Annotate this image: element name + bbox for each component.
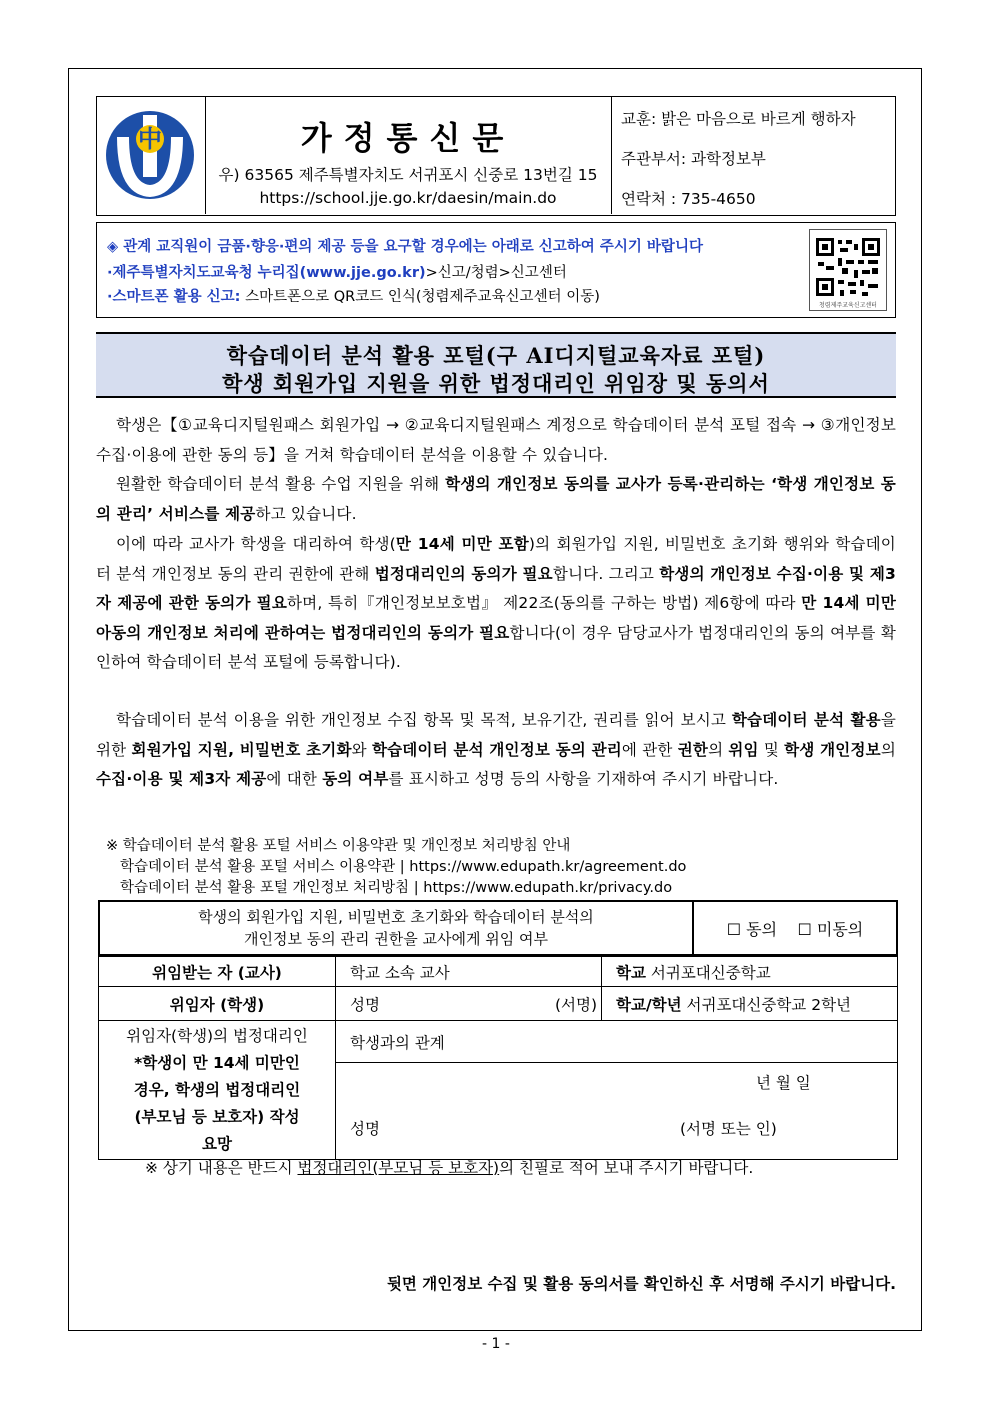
smartphone-report-label: ·스마트폰 활용 신고: [107, 289, 241, 305]
guardian-sign-label: (서명 또는 인) [680, 1120, 777, 1139]
department: 주관부서: 과학정보부 [621, 150, 766, 168]
consent-options [693, 901, 897, 955]
report-notice: ◈ 관계 교직원이 금품·향응·편의 제공 등을 요구할 경우에는 아래로 신고하여 주시기 바랍니다 [107, 239, 703, 255]
contact: 연락처 : 735-4650 [621, 190, 756, 208]
terms-link[interactable]: 학습데이터 분석 활용 포털 서비스 이용약관 | https://www.edupath.kr/agreement.do [120, 859, 687, 875]
guardian-label-cell [99, 1021, 336, 1160]
handwriting-note: ※ 상기 내용은 반드시 법정대리인(부모님 등 보호자)의 친필로 적어 보내 주시기 바랍니다. [145, 1159, 754, 1177]
delegation-form-table [98, 956, 898, 1160]
guardian-label: 위임자(학생)의 법정대리인 [126, 1027, 308, 1045]
paragraph-2: 원활한 학습데이터 분석 활용 수업 지원을 위해 학생의 개인정보 동의를 교사가 등록·관리하는 ‘학생 개인정보 동의 관리’ 서비스를 제공하고 있습니다. [96, 475, 896, 523]
closing-message: 뒷면 개인정보 수집 및 활용 동의서를 확인하신 후 서명해 주시기 바랍니다. [386, 1275, 896, 1293]
document-title-line2: 학생 회원가입 지원을 위한 법정대리인 위임장 및 동의서 [222, 371, 770, 396]
grade-field: 학교/학년 서귀포대신중학교 2학년 [602, 987, 898, 1021]
guardian-sign-area[interactable] [336, 1063, 898, 1160]
school-field: 학교 서귀포대신중학교 [602, 957, 898, 987]
agree-checkbox[interactable]: ☐ 동의 [726, 919, 778, 939]
school-logo [97, 97, 206, 214]
guardian-name-label: 성명 [350, 1120, 380, 1139]
delegatee-label: 위임받는 자 (교사) [99, 957, 336, 987]
school-website: https://school.jje.go.kr/daesin/main.do [259, 189, 557, 207]
guardian-note: *학생이 만 14세 미만인 경우, 학생의 법정대리인(부모님 등 보호자) 작성 요망 [133, 1054, 301, 1153]
paragraph-1-text: 학생은【①교육디지털원패스 회원가입 → ②교육디지털원패스 계정으로 학습데이터 분석 포털 접속 → ③개인정보 수집·이용에 관한 동의 등】을 거쳐 학습데이터 분석을 이용할 수 있습니다. [96, 416, 896, 464]
policy-note-title: ※ 학습데이터 분석 활용 포털 서비스 이용약관 및 개인정보 처리방침 안내 [106, 838, 571, 854]
report-site-path: >신고/청렴>신고센터 [425, 265, 567, 281]
school-address: 우) 63565 제주특별자치도 서귀포시 신중로 13번길 15 [218, 166, 598, 184]
logo-glyph: 中 [138, 124, 162, 153]
disagree-checkbox[interactable]: ☐ 미동의 [797, 919, 864, 939]
relation-field[interactable]: 학생과의 관계 [336, 1021, 898, 1063]
paragraph-1 [96, 411, 896, 470]
smartphone-report-text: 스마트폰으로 QR코드 인식(청렴제주교육신고센터 이동) [240, 289, 600, 305]
qr-caption: 청렴제주교육신고센터 [819, 302, 877, 309]
document-title-line1: 학습데이터 분석 활용 포털(구 AI디지털교육자료 포털) [226, 343, 766, 368]
report-site[interactable]: ·제주특별자치도교육청 누리집(www.jje.go.kr) [107, 265, 426, 281]
privacy-link[interactable]: 학습데이터 분석 활용 포털 개인정보 처리방침 | https://www.edupath.kr/privacy.do [120, 880, 673, 896]
delegator-label: 위임자 (학생) [99, 987, 336, 1021]
delegatee-value: 학교 소속 교사 [336, 957, 602, 987]
student-sign-label: (서명) [554, 995, 597, 1014]
consent-question: 학생의 회원가입 지원, 비밀번호 초기화와 학습데이터 분석의 개인정보 동의 관리 권한을 교사에게 위임 여부 [99, 901, 693, 955]
report-notice-box [96, 222, 896, 318]
qr-code[interactable] [809, 229, 887, 311]
page-title: 가정통신문 [300, 119, 516, 157]
page-number: - 1 - [482, 1336, 510, 1352]
paragraph-4: 학습데이터 분석 이용을 위한 개인정보 수집 항목 및 목적, 보유기간, 권리를 읽어 보시고 학습데이터 분석 활용을 위한 회원가입 지원, 비밀번호 초기화와 학습데이터 분석 개인정보 동의 관리에 관한 권한의 위임 및 학생 개인정보의 수집·이용 및 제3자 제공에 대한 동의 여부를 표시하고 성명 등의 사항을 기재하여 주시기 바랍니다. [96, 711, 896, 788]
paragraph-3: 이에 따라 교사가 학생을 대리하여 학생(만 14세 미만 포함)의 회원가입 지원, 비밀번호 초기화 행위와 학습데이터 분석 개인정보 동의 관리 권한에 관해 법정대리인의 동의가 필요합니다. 그리고 학생의 개인정보 수집·이용 및 제3자 제공에 관한 동의가 필요하며, 특히『개인정보보호법』 제22조(동의를 구하는 방법) 제6항에 따라 만 14세 미만 아동의 개인정보 처리에 관하여는 법정대리인의 동의가 필요합니다(이 경우 담당교사가 법정대리인의 동의 여부를 확인하여 학습데이터 분석 포털에 등록합니다). [96, 535, 896, 671]
school-motto: 교훈: 밝은 마음으로 바르게 행하자 [621, 110, 856, 128]
date-field: 년 월 일 [756, 1074, 811, 1093]
letter-header [96, 96, 896, 216]
student-name-field[interactable]: 성명 (서명) [336, 987, 602, 1021]
consent-table [98, 900, 898, 956]
document-title-box [96, 332, 896, 398]
